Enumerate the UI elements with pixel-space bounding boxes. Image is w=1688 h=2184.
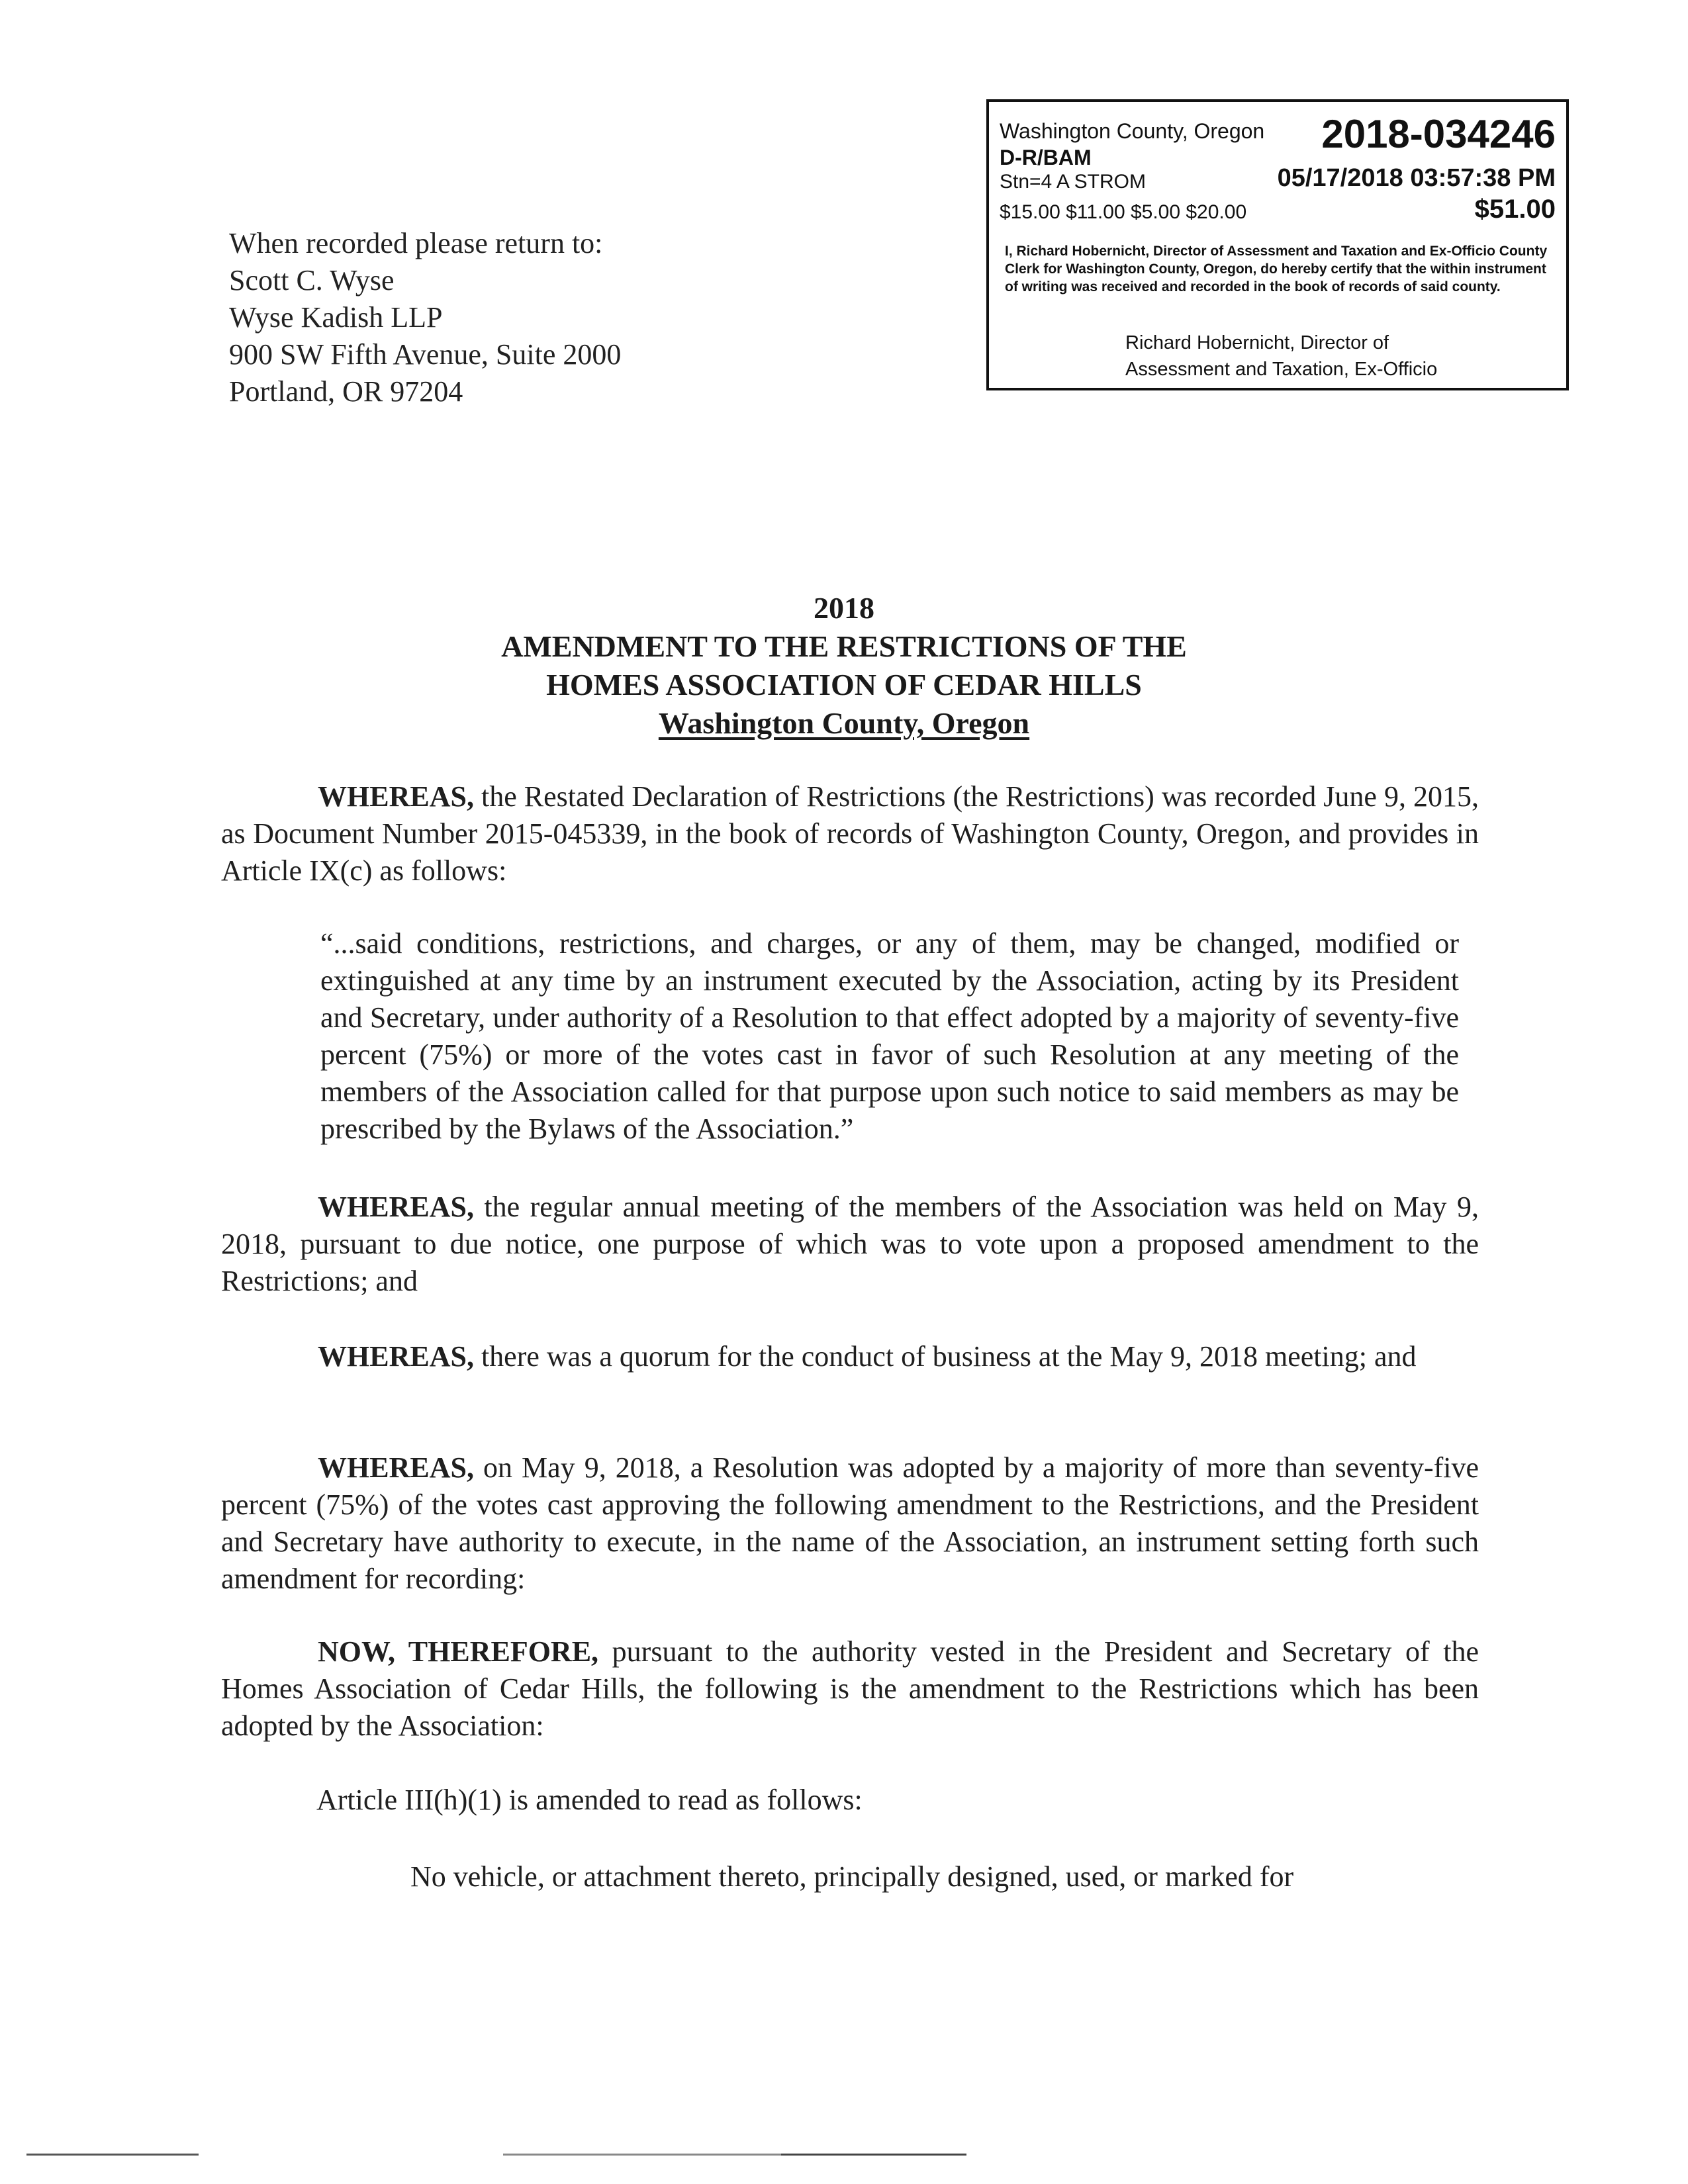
quoted-article: “...said conditions, restrictions, and charges, or any of them, may be changed, modified or extinguished at any time by an instrument executed by the Association, acting by its President and Secretary, under authority of a Resolution to that effect adopted by a majority of seventy-five percent (75%) or more of the votes cast in favor of such Resolution at any meeting of the members of the Association called for that purpose upon such notice to said members as may be prescribed by the Bylaws of the Association.”	[320, 927, 1459, 1145]
return-street: 900 SW Fifth Avenue, Suite 2000	[229, 338, 622, 371]
title-line1: AMENDMENT TO THE RESTRICTIONS OF THE	[501, 629, 1187, 663]
title-year: 2018	[814, 591, 874, 625]
return-name: Scott C. Wyse	[229, 264, 395, 296]
stamp-certification: I, Richard Hobernicht, Director of Assessment and Taxation and Ex-Officio County Clerk for Washington County, Oregon, do hereby certify that the within instrument of writing was received and recorded in the book of records of said county.	[1005, 244, 1548, 295]
paragraph-lead: NOW, THEREFORE,	[318, 1635, 599, 1668]
stamp-signer-line2: Assessment and Taxation, Ex-Officio	[1125, 359, 1438, 380]
paragraph-text: on May 9, 2018, a Resolution was adopted by a majority of more than seventy-five percent (75%) of the votes cast approving the following amendment to the Restrictions, and the President and Secretary have authority to execute, in the name of the Association, an instrument setting forth such amendment for recording:	[221, 1451, 1479, 1595]
paragraph-text: there was a quorum for the conduct of business at the May 9, 2018 meeting; and	[473, 1340, 1417, 1373]
article-amendment-intro: Article III(h)(1) is amended to read as follows:	[316, 1784, 863, 1816]
footer-rule	[503, 2154, 781, 2156]
return-address	[229, 225, 759, 410]
paragraph-text: pursuant to the authority vested in the President and Secretary of the Homes Association of Cedar Hills, the following is the amendment to the Restrictions which has been adopted by the Association:	[221, 1635, 1479, 1742]
stamp-county: Washington County, Oregon	[1000, 119, 1265, 143]
paragraph-lead: WHEREAS,	[318, 1191, 474, 1223]
title-line2: HOMES ASSOCIATION OF CEDAR HILLS	[546, 668, 1142, 702]
stamp-datetime: 05/17/2018 03:57:38 PM	[1277, 164, 1556, 192]
document-title	[0, 589, 1688, 743]
stamp-station: Stn=4 A STROM	[1000, 171, 1146, 193]
paragraph-whereas-1	[221, 778, 1479, 889]
return-heading: When recorded please return to:	[229, 227, 603, 259]
footer-rule	[26, 2154, 199, 2156]
paragraph-now-therefore	[221, 1633, 1479, 1745]
paragraph-text: the regular annual meeting of the members of the Association was held on May 9, 2018, pursuant to due notice, one purpose of which was to vote upon a proposed amendment to the Restrictions; and	[221, 1191, 1479, 1297]
stamp-document-number: 2018-034246	[1321, 112, 1556, 156]
paragraph-whereas-4	[221, 1449, 1479, 1598]
paragraph-lead: WHEREAS,	[318, 1340, 474, 1373]
stamp-fees: $15.00 $11.00 $5.00 $20.00	[1000, 201, 1247, 223]
stamp-signer	[1125, 330, 1437, 383]
paragraph-whereas-2	[221, 1189, 1479, 1300]
footer-rule	[781, 2154, 966, 2156]
paragraph-lead: WHEREAS,	[318, 1451, 474, 1484]
amendment-text: No vehicle, or attachment thereto, principally designed, used, or marked for	[410, 1860, 1294, 1893]
stamp-signer-line1: Richard Hobernicht, Director of	[1125, 332, 1389, 353]
paragraph-text: the Restated Declaration of Restrictions (the Restrictions) was recorded June 9, 2015, as Document Number 2015-045339, in the book of records of Washington County, Oregon, and provides in Article IX(c) as follows:	[221, 780, 1479, 887]
stamp-total: $51.00	[1474, 195, 1556, 224]
return-city: Portland, OR 97204	[229, 375, 463, 408]
title-line3: Washington County, Oregon	[658, 706, 1030, 740]
stamp-code: D-R/BAM	[1000, 146, 1092, 169]
paragraph-lead: WHEREAS,	[318, 780, 474, 813]
return-firm: Wyse Kadish LLP	[229, 301, 443, 334]
paragraph-whereas-3	[221, 1338, 1479, 1375]
recording-stamp	[986, 99, 1569, 390]
